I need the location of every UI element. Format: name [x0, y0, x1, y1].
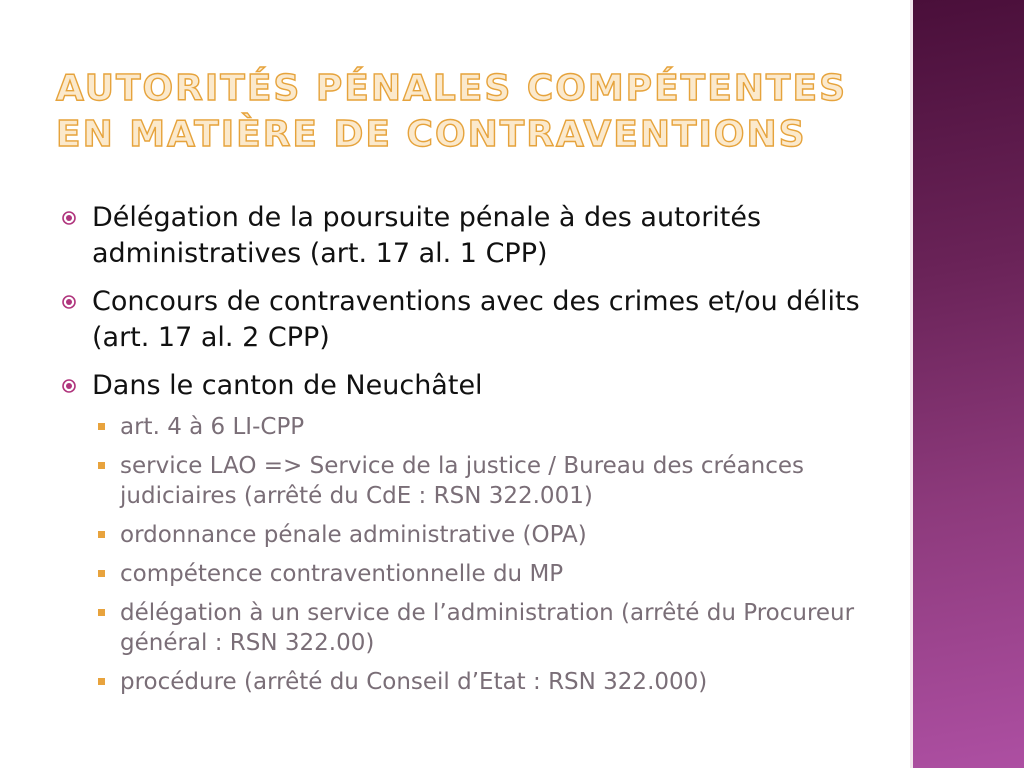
- sub-bullet-item: [62, 667, 862, 697]
- square-bullet-icon: [98, 423, 105, 430]
- square-bullet-icon: [98, 570, 105, 577]
- bullet-item: [62, 368, 862, 404]
- slide-title-line-2: EN MATIÈRE DE CONTRAVENTIONS: [56, 114, 807, 155]
- square-bullet-icon: [98, 531, 105, 538]
- slide-title-line-1: AUTORITÉS PÉNALES COMPÉTENTES: [56, 68, 848, 109]
- sub-bullet-item: [62, 520, 862, 550]
- sub-bullet-text: procédure (arrêté du Conseil d’Etat : RSN 322.000): [120, 669, 708, 695]
- sub-bullet-text: service LAO => Service de la justice / Bureau des créances judiciaires (arrêté du CdE : RSN 322.001): [120, 453, 805, 509]
- slide-title: [56, 66, 876, 158]
- sub-bullet-item: [62, 559, 862, 589]
- sub-bullet-text: ordonnance pénale administrative (OPA): [120, 522, 587, 548]
- bullet-item: [62, 200, 862, 272]
- sub-bullet-text: art. 4 à 6 LI-CPP: [120, 414, 305, 440]
- side-decoration-band: [913, 0, 1024, 768]
- radio-target-icon: [62, 295, 76, 309]
- slide-body: [62, 200, 862, 706]
- bullet-item: [62, 284, 862, 356]
- sub-bullet-item: [62, 598, 862, 658]
- radio-target-icon: [62, 211, 76, 225]
- radio-target-icon: [62, 379, 76, 393]
- sub-bullet-text: délégation à un service de l’administration (arrêté du Procureur général : RSN 322.00): [120, 600, 855, 656]
- bullet-text: Concours de contraventions avec des crimes et/ou délits (art. 17 al. 2 CPP): [92, 286, 860, 353]
- sub-bullet-item: [62, 451, 862, 511]
- bullet-text: Dans le canton de Neuchâtel: [92, 370, 483, 401]
- square-bullet-icon: [98, 462, 105, 469]
- bullet-text: Délégation de la poursuite pénale à des autorités administratives (art. 17 al. 1 CPP): [92, 202, 762, 269]
- sub-bullet-list: [62, 412, 862, 697]
- sub-bullet-text: compétence contraventionnelle du MP: [120, 561, 564, 587]
- sub-bullet-item: [62, 412, 862, 442]
- side-band-edge: [910, 0, 913, 768]
- square-bullet-icon: [98, 609, 105, 616]
- square-bullet-icon: [98, 678, 105, 685]
